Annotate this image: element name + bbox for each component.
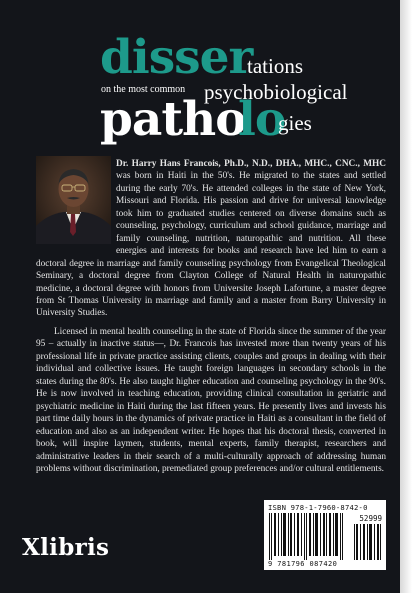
isbn-barcode (264, 500, 386, 570)
author-bio-paragraph (36, 158, 386, 320)
title-word-tations: tations (247, 54, 303, 78)
price-code: 52999 (359, 514, 382, 523)
author-bio-text: was born in Haiti in the 50's. He migrated to the states and settled during the early 70's. He attended colleges in the state of New York, Missouri and Florida. His passion and drive for universal knowledge took him to graduated studies centered on diverse domains such as counseling, psychology, curriculum and school guidance, marriage and family counseling, nutrition, naturopathic and nutrition. All these energies and interests for books and research have led him to earn a doctoral degree in marriage and family counseling psychology from Evangelical Theological Seminary, a doctoral degree from Clayton College of Natural Health in naturopathic medicine, a doctoral degree with honors from Universite Joseph Lafortune, a master degree from St Thomas University in marriage and family and a master from Barry University in University Studies. (36, 171, 386, 319)
ean-barcode-bars (268, 513, 348, 560)
author-name: Dr. Harry Hans Francois, Ph.D., N.D., DHA., MHC., CNC., MHC (116, 159, 386, 169)
ean-digits: 9 781796 087420 (268, 560, 338, 568)
page-edge (400, 0, 412, 593)
cover-title (0, 0, 400, 150)
isbn-text: ISBN 978-1-7960-8742-0 (268, 503, 368, 512)
title-word-logies-rest: gies (278, 111, 312, 135)
price-addon-bars (354, 524, 382, 560)
title-subtitle: on the most common (101, 84, 186, 95)
title-word-psychobiological: psychobiological (204, 80, 348, 104)
photo-spacer (36, 158, 116, 254)
title-word-logies-accent: lo (238, 92, 286, 147)
book-description: Licensed in mental health counseling in the state of Florida since the summer of the year 95 – actually in inactive status—, Dr. Francois has invested more than twenty years of his professional life in private practice assisting clients, couples and groups in dealing with their individual and collective issues. He taught foreign languages in secondary schools in the states during the 80's. He also taught higher education and counseling psychology in the 90's. He is now involved in teaching education, providing clinical consultation in geriatric and psychiatric medicine in Haiti during the last fifteen years. He presently lives and invests his part time daily hours in the dynamics of private practice in Haiti as a consultant in the field of education and also as an independent writer. He hopes that his doctoral thesis, converted in book, will inspire laymen, students, mental experts, family therapist, researchers and administrative leaders in their search of a multi-culturally approach of addressing human problems without discrimination, premediated group preferences and/or cultural entitlements. (36, 327, 386, 474)
title-accent-patho: patho (100, 92, 246, 147)
title-accent-disser: disser (100, 30, 253, 85)
publisher-logo: Xlibris (22, 534, 110, 561)
